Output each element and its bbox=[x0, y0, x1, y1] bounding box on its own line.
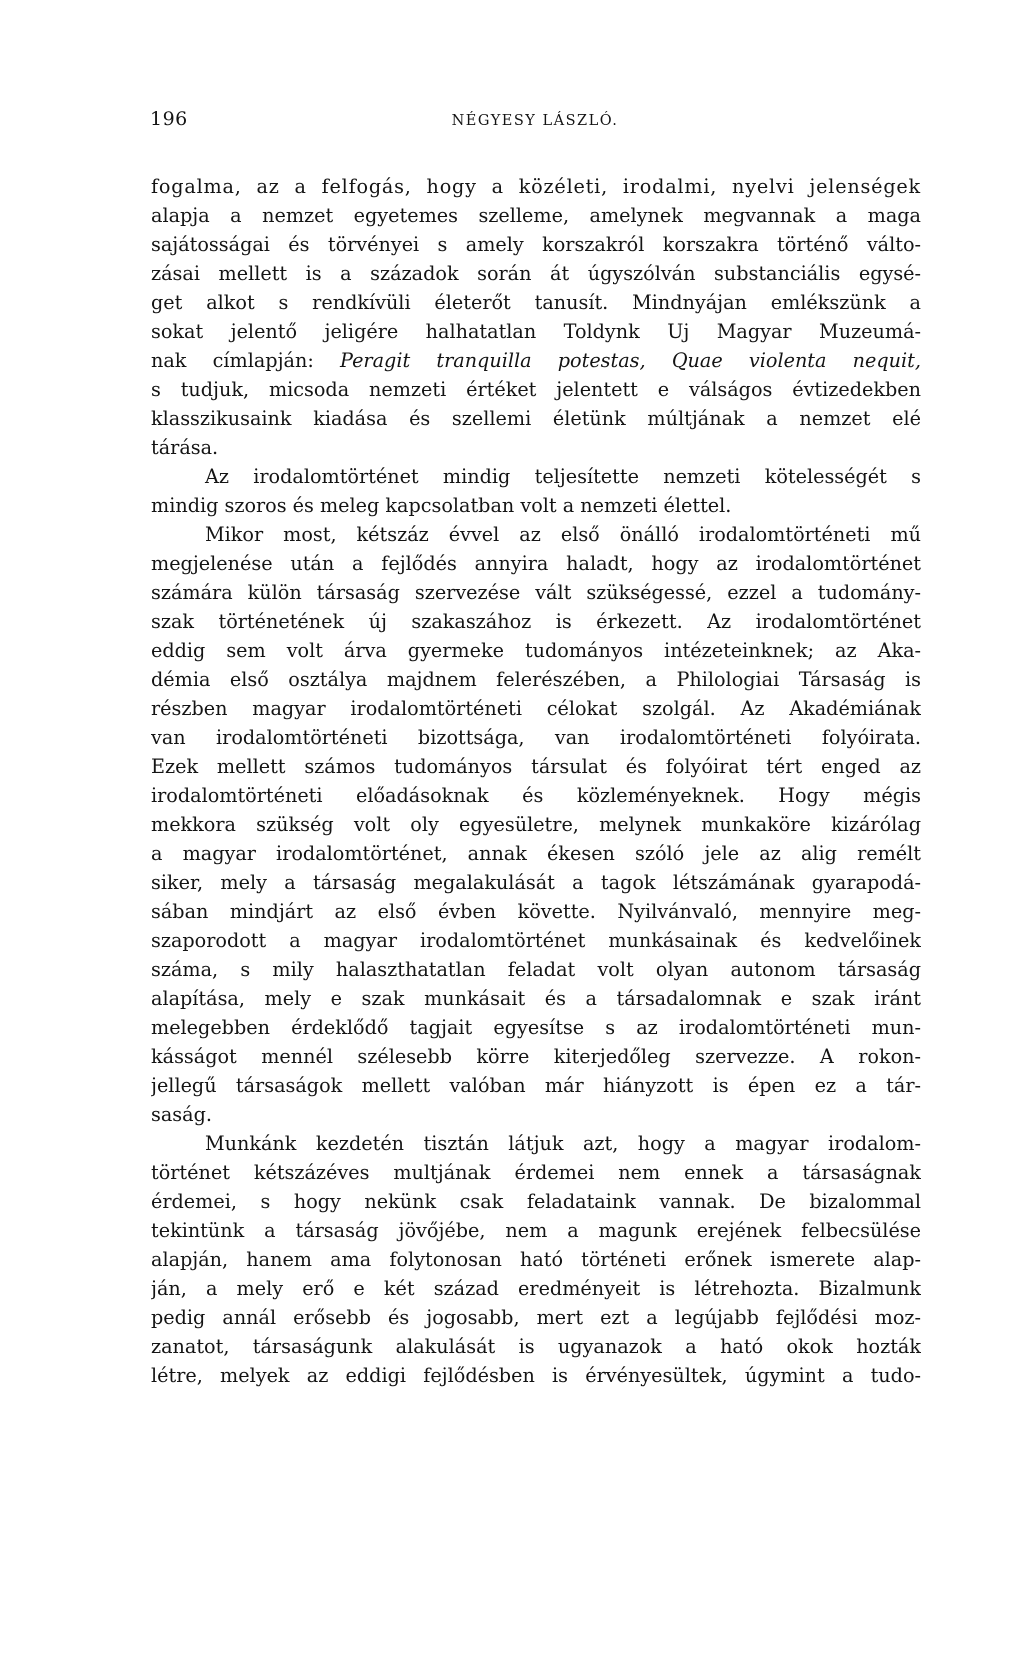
text-line: mekkora szükség volt oly egyesületre, melynek munkaköre kizárólag bbox=[151, 813, 921, 836]
text-line: történet kétszázéves multjának érdemei nem ennek a társaságnak bbox=[151, 1161, 921, 1184]
text-line: száma, s mily halaszthatatlan feladat volt olyan autonom társaság bbox=[151, 958, 921, 981]
text-line: melegebben érdeklődő tagjait egyesítse s az irodalomtörténeti mun- bbox=[151, 1016, 921, 1039]
text-line: démia első osztálya majdnem felerészében, a Philologiai Társaság is bbox=[151, 668, 921, 691]
body-text bbox=[151, 172, 921, 1390]
paragraph-first-line: Az irodalomtörténet mindig teljesítette nemzeti kötelességét s bbox=[205, 465, 921, 488]
text-line: alapja a nemzet egyetemes szelleme, amelynek megvannak a maga bbox=[151, 204, 921, 227]
text-line: kásságot mennél szélesebb körre kiterjedőleg szervezze. A rokon- bbox=[151, 1045, 921, 1068]
text-line: létre, melyek az eddigi fejlődésben is érvényesültek, úgymint a tudo- bbox=[151, 1364, 921, 1387]
running-head: NÉGYESY LÁSZLÓ. bbox=[451, 113, 619, 129]
latin-quote: Peragit tranquilla potestas, Quae violenta nequit, bbox=[340, 349, 921, 372]
text-line: érdemei, s hogy nekünk csak feladataink vannak. De bizalommal bbox=[151, 1190, 921, 1213]
text-line: s tudjuk, micsoda nemzeti értéket jelentett e válságos évtizedekben bbox=[151, 378, 921, 401]
text-line: klasszikusaink kiadása és szellemi életünk múltjának a nemzet elé bbox=[151, 407, 921, 430]
text-line: tekintünk a társaság jövőjébe, nem a magunk erejének felbecsülése bbox=[151, 1219, 921, 1242]
text-line: szak történetének új szakaszához is érkezett. Az irodalomtörténet bbox=[151, 610, 921, 633]
text-line: alapítása, mely e szak munkásait és a társadalomnak e szak iránt bbox=[151, 987, 921, 1010]
text-line: szaporodott a magyar irodalomtörténet munkásainak és kedvelőinek bbox=[151, 929, 921, 952]
text-line: ján, a mely erő e két század eredményeit is létrehozta. Bizalmunk bbox=[151, 1277, 921, 1300]
text-line: mindig szoros és meleg kapcsolatban volt a nemzeti élettel. bbox=[151, 494, 732, 517]
text-line: irodalomtörténeti előadásoknak és közleményeknek. Hogy mégis bbox=[151, 784, 921, 807]
text-line: a magyar irodalomtörténet, annak ékesen szóló jele az alig remélt bbox=[151, 842, 921, 865]
page-number: 196 bbox=[150, 108, 188, 130]
text-line: sajátosságai és törvényei s amely korszakról korszakra történő válto- bbox=[151, 233, 921, 256]
text-line: részben magyar irodalomtörténeti célokat szolgál. Az Akadémiának bbox=[151, 697, 921, 720]
text-line: van irodalomtörténeti bizottsága, van irodalomtörténeti folyóirata. bbox=[151, 726, 921, 749]
text-line-lead: nak címlapján: bbox=[151, 349, 341, 372]
paragraph-first-line: Munkánk kezdetén tisztán látjuk azt, hogy a magyar irodalom- bbox=[205, 1132, 921, 1155]
text-line: jellegű társaságok mellett valóban már hiányzott is épen ez a tár- bbox=[151, 1074, 921, 1097]
text-line: eddig sem volt árva gyermeke tudományos intézeteinknek; az Aka- bbox=[151, 639, 921, 662]
text-line: Ezek mellett számos tudományos társulat és folyóirat tért enged az bbox=[151, 755, 921, 778]
text-line: zásai mellett is a századok során át úgyszólván substanciális egysé- bbox=[151, 262, 921, 285]
text-line: számára külön társaság szervezése vált szükségessé, ezzel a tudomány- bbox=[151, 581, 921, 604]
text-line: fogalma, az a felfogás, hogy a közéleti, irodalmi, nyelvi jelenségek bbox=[151, 175, 921, 198]
text-line: sában mindjárt az első évben követte. Nyilvánvaló, mennyire meg- bbox=[151, 900, 921, 923]
text-line: siker, mely a társaság megalakulását a tagok létszámának gyarapodá- bbox=[151, 871, 921, 894]
text-line: pedig annál erősebb és jogosabb, mert ezt a legújabb fejlődési moz- bbox=[151, 1306, 921, 1329]
paragraph-first-line: Mikor most, kétszáz évvel az első önálló irodalomtörténeti mű bbox=[205, 523, 921, 546]
text-line: zanatot, társaságunk alakulását is ugyanazok a ható okok hozták bbox=[151, 1335, 921, 1358]
text-line: sokat jelentő jeligére halhatatlan Toldynk Uj Magyar Muzeumá- bbox=[151, 320, 921, 343]
text-line: megjelenése után a fejlődés annyira haladt, hogy az irodalomtörténet bbox=[151, 552, 921, 575]
text-line: saság. bbox=[151, 1103, 212, 1126]
text-line bbox=[151, 346, 921, 375]
text-line: get alkot s rendkívüli életerőt tanusít. Mindnyájan emlékszünk a bbox=[151, 291, 921, 314]
page-header bbox=[150, 108, 920, 136]
text-line: alapján, hanem ama folytonosan ható történeti erőnek ismerete alap- bbox=[151, 1248, 921, 1271]
text-line: tárása. bbox=[151, 436, 219, 459]
